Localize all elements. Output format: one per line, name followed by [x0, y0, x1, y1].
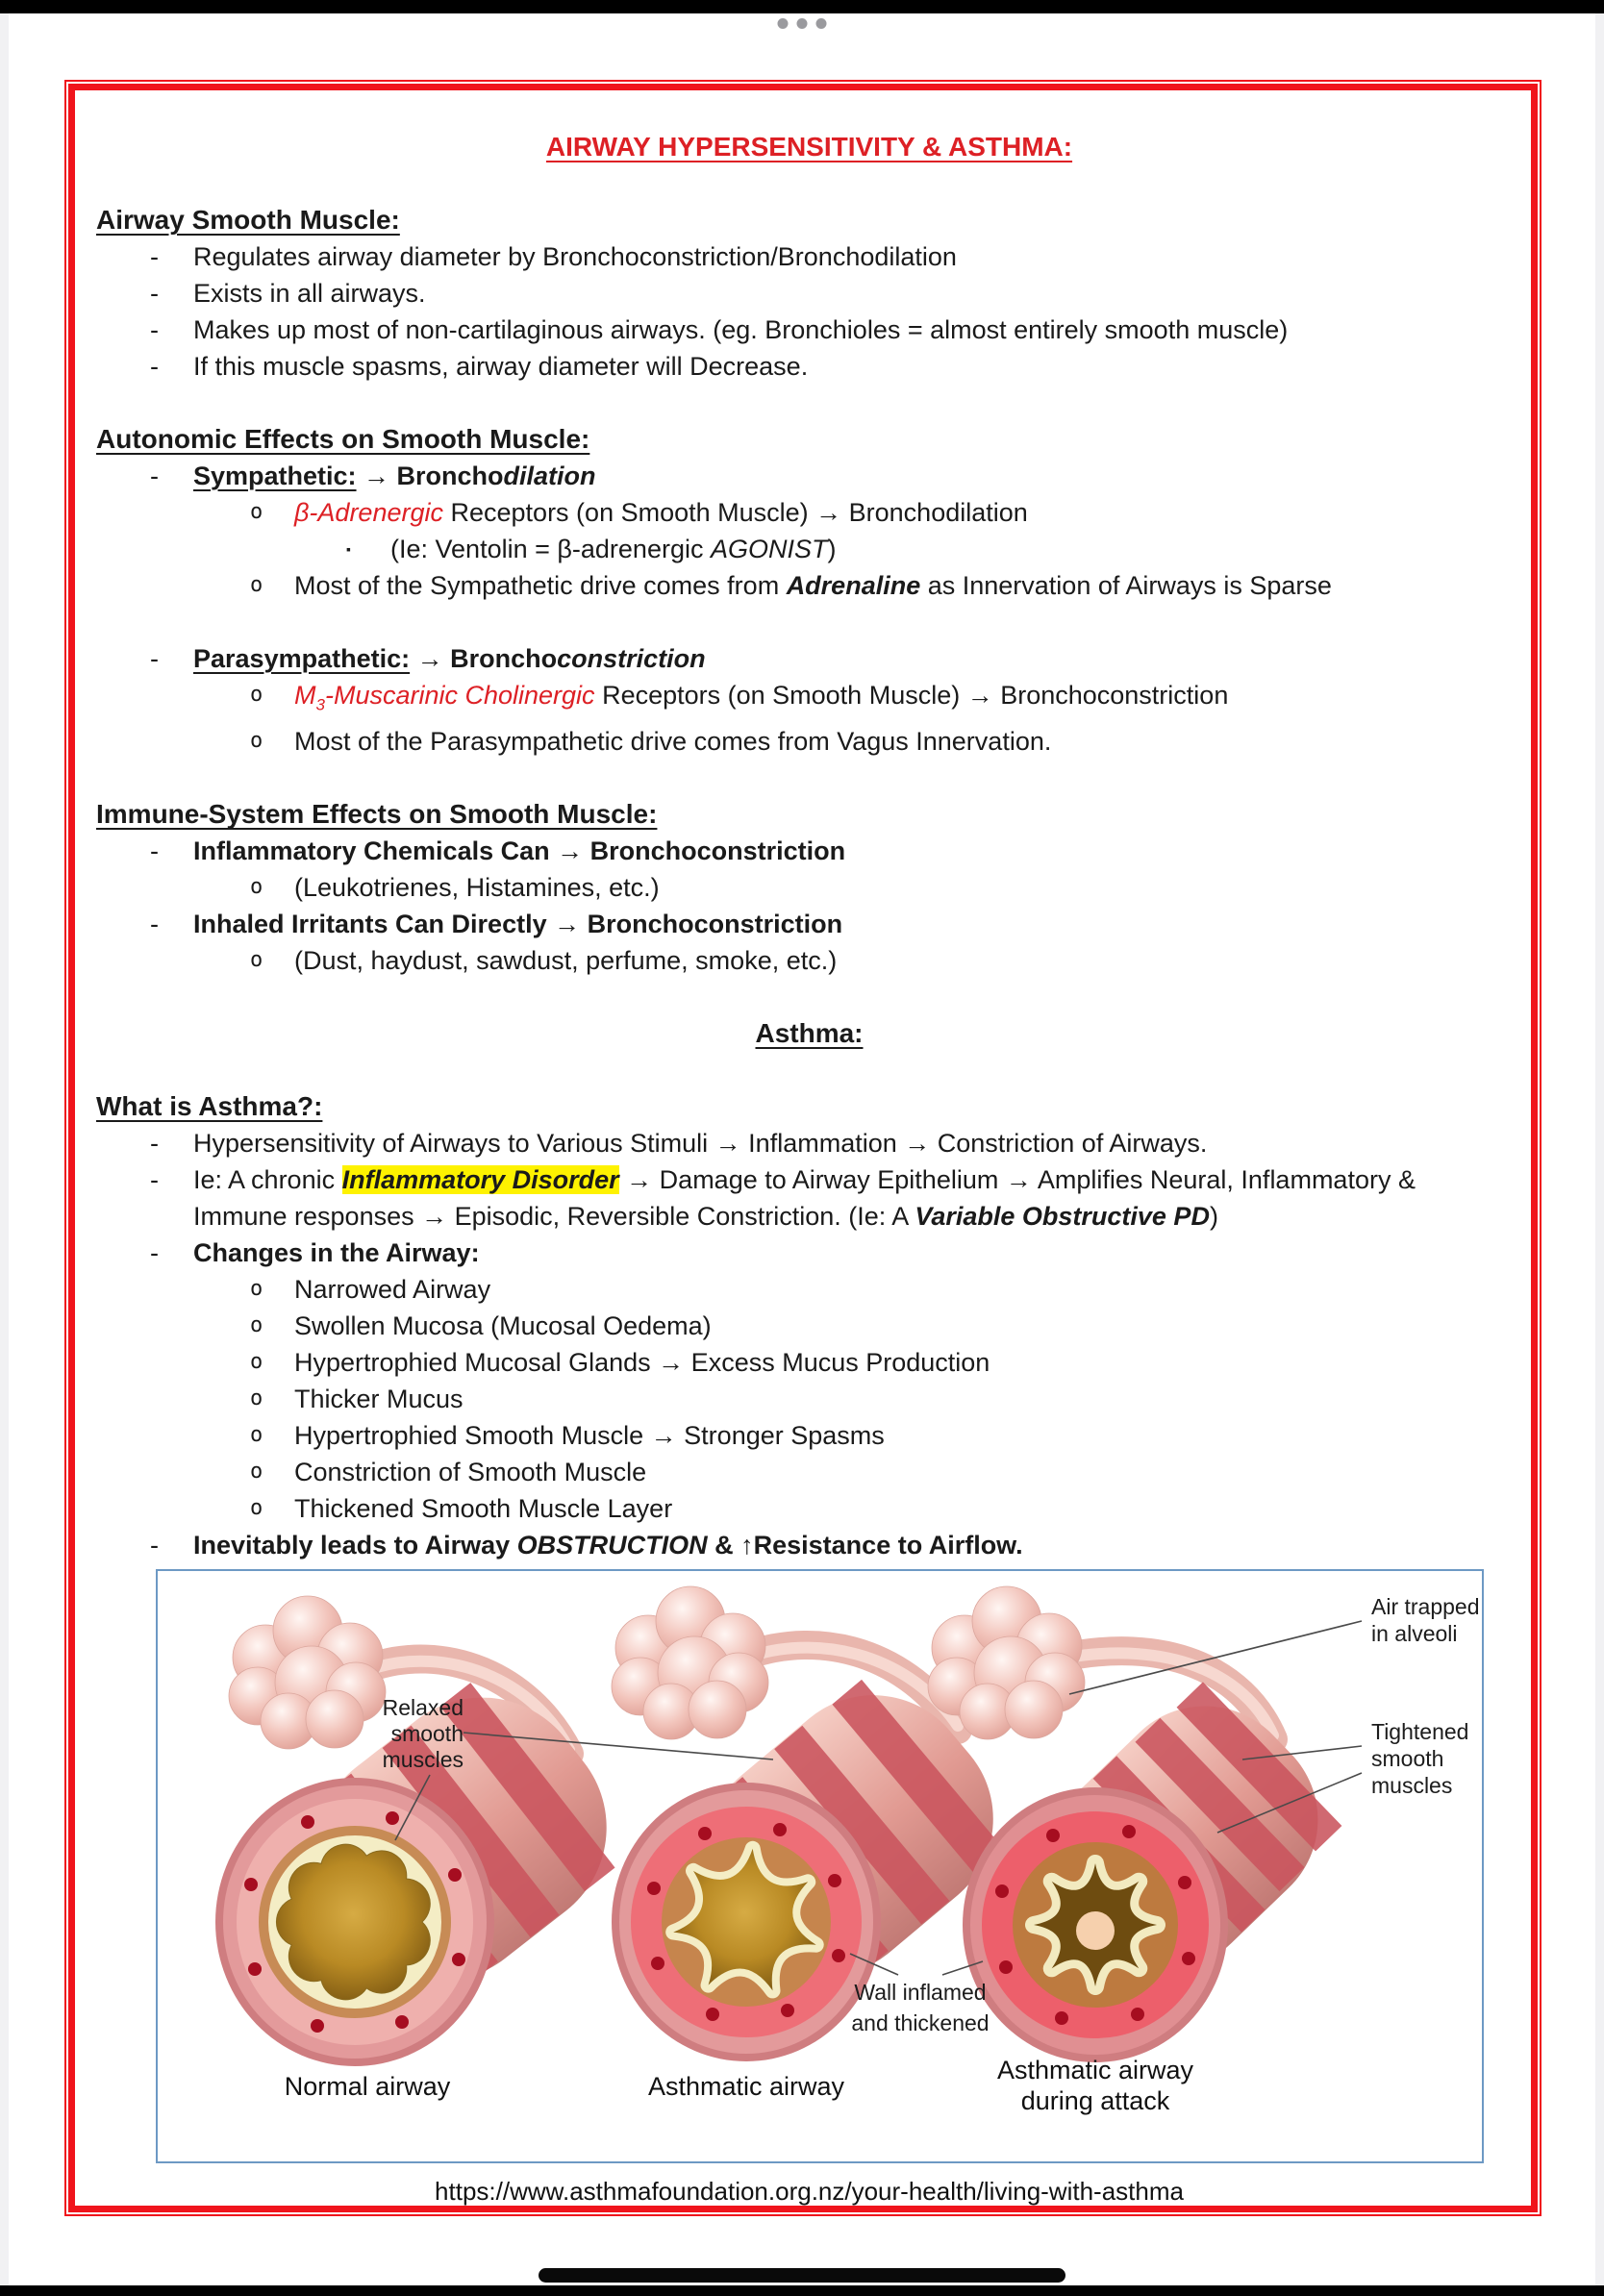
bullet-circle: o [250, 1277, 263, 1302]
list-item-hypersensitivity: - Hypersensitivity of Airways to Various Stimuli → Inflammation → Constriction of Airways. [96, 1125, 1522, 1161]
bullet-circle: o [250, 1350, 263, 1375]
list-item: o Hypertrophied Smooth Muscle → Stronger Spasms [96, 1417, 1522, 1454]
label-tightened-1: Tightened [1371, 1719, 1469, 1745]
list-item-leukotrienes: o (Leukotrienes, Histamines, etc.) [96, 869, 1522, 906]
list-item-beta-adrenergic: o β-Adrenergic Receptors (on Smooth Muscle) → Bronchodilation [96, 494, 1522, 531]
section-heading-autonomic-effects: Autonomic Effects on Smooth Muscle: [96, 424, 590, 454]
list-item-inevitably: - Inevitably leads to Airway OBSTRUCTION & ↑Resistance to Airflow. [96, 1527, 1522, 1563]
list-item-parasympathetic: - Parasympathetic: → Bronchoconstriction [96, 640, 1522, 677]
bullet-dash: - [150, 910, 159, 939]
list-item-chronic-inflammatory: - Ie: A chronic Inflammatory Disorder → Damage to Airway Epithelium → Amplifies Neural, Inflammatory & Immune responses → Episodic, Reversible Constriction. (Ie: A Variable Obstructive PD) [96, 1161, 1522, 1235]
caption-attack-airway-2: during attack [1020, 2086, 1170, 2116]
bullet-circle: o [250, 1386, 263, 1411]
label-tightened-2: smooth [1371, 1746, 1444, 1772]
bullet-circle: o [250, 683, 263, 707]
list-item: o Constriction of Smooth Muscle [96, 1454, 1522, 1490]
section-heading-immune-effects: Immune-System Effects on Smooth Muscle: [96, 799, 658, 830]
bullet-dash: - [150, 352, 159, 381]
list-item: - Exists in all airways. [96, 275, 1522, 312]
bullet-dash: - [150, 1165, 159, 1195]
list-item: o Swollen Mucosa (Mucosal Oedema) [96, 1308, 1522, 1344]
section-heading-asthma: Asthma: [755, 1018, 864, 1049]
caption-normal-airway: Normal airway [284, 2072, 451, 2102]
airway-illustration [156, 1569, 1484, 2163]
airway-figure-svg [158, 1571, 1482, 2161]
list-item: - Regulates airway diameter by Bronchoconstriction/Bronchodilation [96, 238, 1522, 275]
bullet-dash: - [150, 462, 159, 490]
bullet-circle: o [250, 948, 263, 973]
page-edge-left [0, 13, 9, 2285]
label-wall-2: and thickened [851, 2010, 990, 2036]
list-item-adrenaline: o Most of the Sympathetic drive comes from Adrenaline as Innervation of Airways is Sparse [96, 567, 1522, 604]
bullet-dash: - [150, 315, 159, 344]
list-item-dust: o (Dust, haydust, sawdust, perfume, smoke, etc.) [96, 942, 1522, 979]
doc-title: AIRWAY HYPERSENSITIVITY & ASTHMA: [545, 132, 1073, 162]
window-drag-handle[interactable] [778, 18, 827, 29]
list-item: o Thicker Mucus [96, 1381, 1522, 1417]
bullet-dash: - [150, 1238, 159, 1268]
alveoli-cluster [612, 1586, 768, 1739]
bullet-circle: o [250, 1460, 263, 1485]
list-item: - If this muscle spasms, airway diameter will Decrease. [96, 348, 1522, 385]
list-item: o Narrowed Airway [96, 1271, 1522, 1308]
list-item-vagus: o Most of the Parasympathetic drive comes from Vagus Innervation. [96, 723, 1522, 760]
alveoli-cluster [229, 1596, 386, 1749]
drag-handle-dot-icon [797, 18, 808, 29]
bullet-circle: o [250, 729, 263, 754]
list-item: o Thickened Smooth Muscle Layer [96, 1490, 1522, 1527]
bullet-dash: - [150, 242, 159, 271]
bullet-dash: - [150, 1531, 159, 1560]
list-item: - Makes up most of non-cartilaginous airways. (eg. Bronchioles = almost entirely smooth muscle) [96, 312, 1522, 348]
bullet-circle: o [250, 1496, 263, 1521]
bullet-circle: o [250, 1313, 263, 1338]
list-item-inflammatory-chemicals: - Inflammatory Chemicals Can → Bronchoconstriction [96, 833, 1522, 869]
source-url[interactable]: https://www.asthmafoundation.org.nz/your-health/living-with-asthma [435, 2177, 1184, 2207]
drag-handle-dot-icon [778, 18, 789, 29]
label-wall-1: Wall inflamed [854, 1980, 987, 2006]
caption-attack-airway-1: Asthmatic airway [996, 2056, 1194, 2085]
page-edge-right [1595, 13, 1604, 2285]
bullet-dash: - [150, 836, 159, 866]
bullet-dash: - [150, 644, 159, 673]
label-relaxed-1: Relaxed [382, 1695, 464, 1721]
bullet-dash: - [150, 1129, 159, 1159]
highlighted-text: Inflammatory Disorder [341, 1165, 619, 1195]
list-item-muscarinic: o $M_3$-Muscarinic Cholinergic Receptors (on Smooth Muscle) → Bronchoconstriction [96, 677, 1522, 723]
list-item-inhaled-irritants: - Inhaled Irritants Can Directly → Bronchoconstriction [96, 906, 1522, 942]
bullet-circle: o [250, 1423, 263, 1448]
drag-handle-dot-icon [816, 18, 827, 29]
caption-asthmatic-airway: Asthmatic airway [647, 2072, 845, 2102]
list-item-sympathetic: - Sympathetic: → Bronchodilation [96, 458, 1522, 494]
label-tightened-3: muscles [1371, 1773, 1453, 1799]
label-relaxed-3: muscles [382, 1747, 464, 1773]
bullet-dash: - [150, 279, 159, 308]
home-indicator[interactable] [539, 2268, 1065, 2283]
document-content [96, 129, 1522, 2207]
bottom-bar [0, 2285, 1604, 2296]
bullet-square: ▪ [346, 541, 351, 557]
bullet-circle: o [250, 500, 263, 524]
normal-airway-graphic [215, 1596, 649, 2066]
list-item-ventolin: ▪ (Ie: Ventolin = β-adrenergic AGONIST) [96, 531, 1522, 567]
section-heading-airway-smooth-muscle: Airway Smooth Muscle: [96, 205, 400, 235]
top-status-bar [0, 0, 1604, 13]
section-heading-what-is-asthma: What is Asthma?: [96, 1091, 323, 1122]
label-air-trapped-2: in alveoli [1371, 1621, 1458, 1647]
bullet-circle: o [250, 875, 263, 900]
list-item: o Hypertrophied Mucosal Glands → Excess Mucus Production [96, 1344, 1522, 1381]
label-relaxed-2: smooth [390, 1721, 464, 1747]
list-item-changes: - Changes in the Airway: [96, 1235, 1522, 1271]
label-air-trapped-1: Air trapped [1371, 1594, 1480, 1620]
bullet-circle: o [250, 573, 263, 597]
